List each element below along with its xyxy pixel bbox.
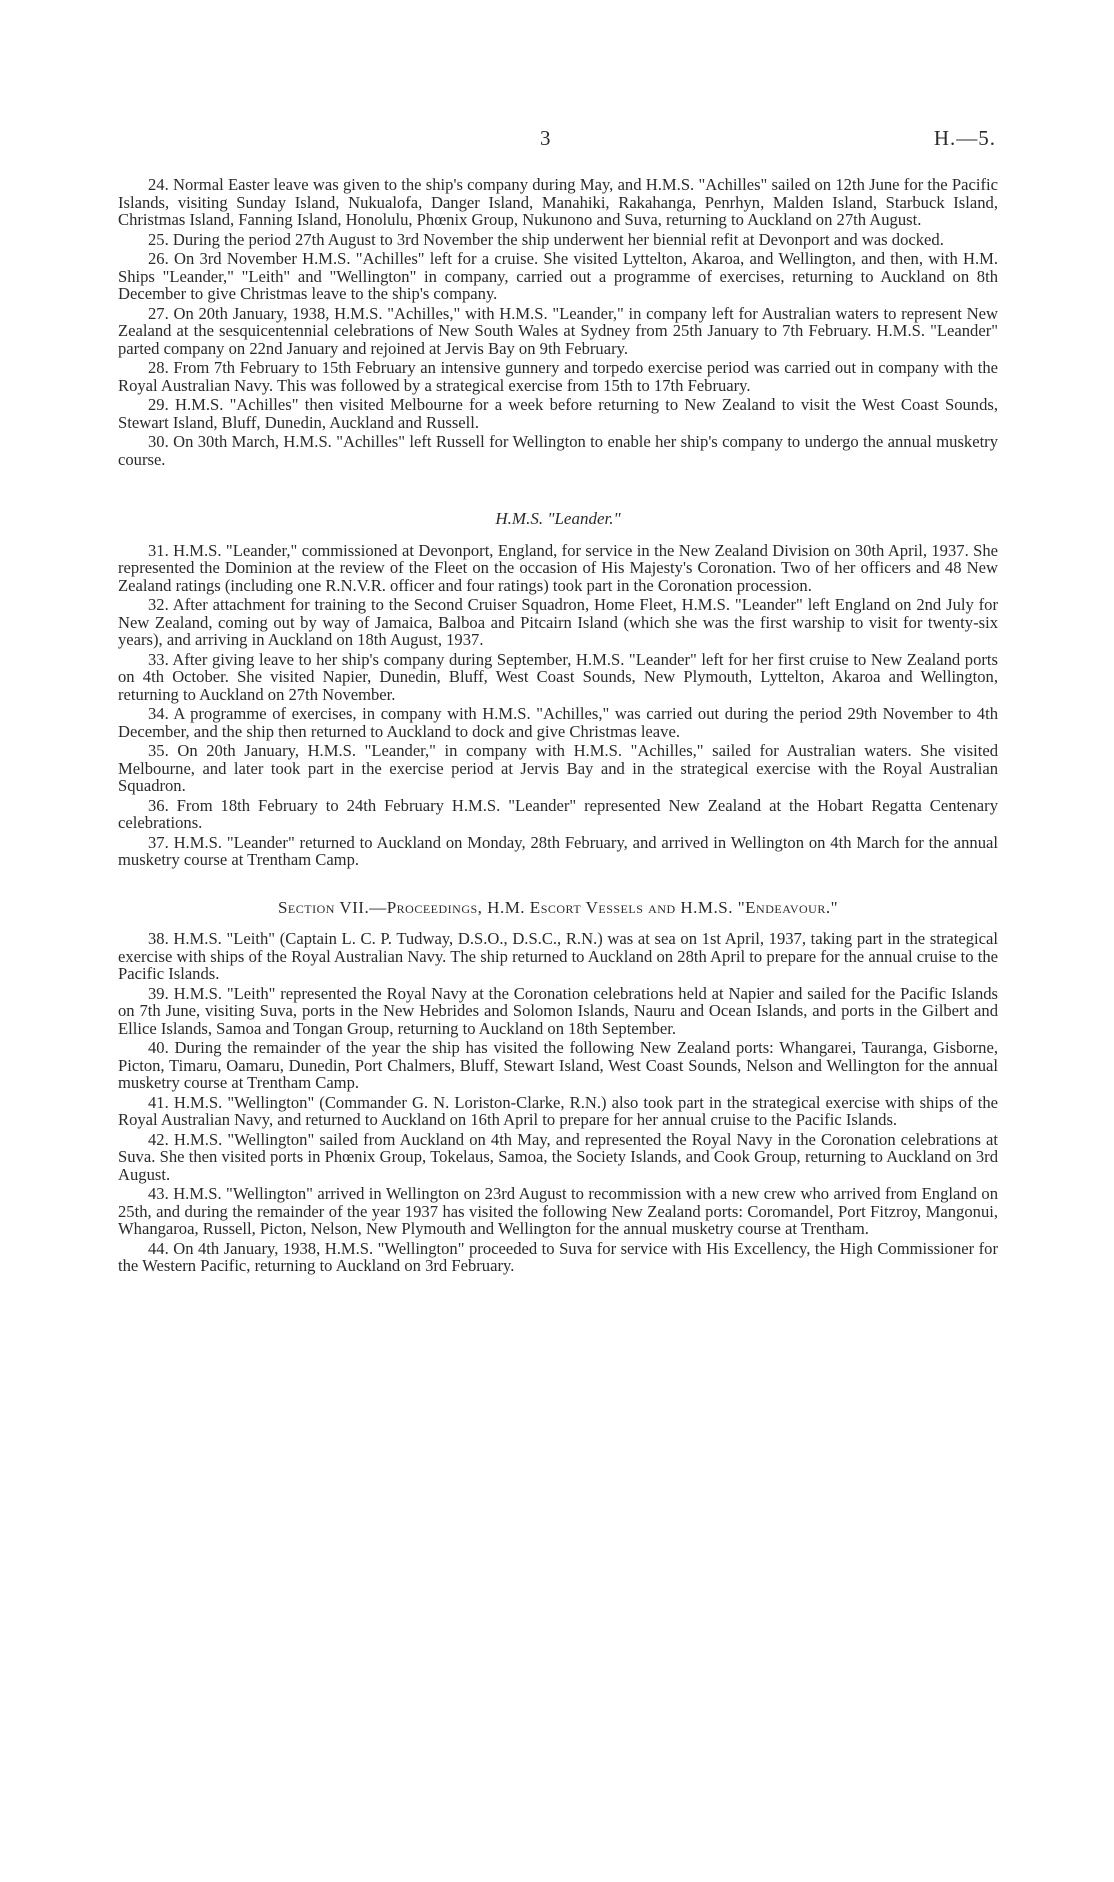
paragraph-33: 33. After giving leave to her ship's company during September, H.M.S. "Leander" left for her first cruise to New Zealand ports on 4th October. She visited Napier, Dunedin, Bluff, West Coast Sounds, New Plymouth, Lyttelton, Akaroa and Wellington, returning to Auckland on 27th November. bbox=[118, 649, 998, 704]
paragraph-26: 26. On 3rd November H.M.S. "Achilles" left for a cruise. She visited Lyttelton, Akaroa, and Wellington, and then, with H.M. Ships "Leander," "Leith" and "Wellington" in company, carried out a programme of exercises, returning to Auckland on 8th December to give Christmas leave to the ship's company. bbox=[118, 249, 998, 303]
paragraph-41: 41. H.M.S. "Wellington" (Commander G. N. Loriston-Clarke, R.N.) also took part in the strategical exercise with ships of the Royal Australian Navy, and returned to Auckland on 16th April to prepare for her annual cruise to the Pacific Islands. bbox=[118, 1092, 998, 1129]
heading-hms-leander: H.M.S. "Leander." bbox=[495, 509, 621, 528]
paragraph-27: 27. On 20th January, 1938, H.M.S. "Achilles," with H.M.S. "Leander," in company left for Australian waters to represent New Zealand at the sesquicentennial celebrations of New South Wales at Sydney from 25th January to 7th February. H.M.S. "Leander" parted company on 22nd January and rejoined at Jervis Bay on 9th February. bbox=[118, 303, 998, 358]
paragraph-31: 31. H.M.S. "Leander," commissioned at Devonport, England, for service in the New Zealand Division on 30th April, 1937. She represented the Dominion at the review of the Fleet on the occasion of His Majesty's Coronation. Two of her officers and 48 New Zealand ratings (including one R.N.V.R. officer and four ratings) took part in the Coronation procession. bbox=[118, 540, 998, 595]
paragraph-32: 32. After attachment for training to the Second Cruiser Squadron, Home Fleet, H.M.S. "Leander" left England on 2nd July for New Zealand, coming out by way of Jamaica, Balboa and Pitcairn Island (which she was the first warship to visit for twenty-six years), and arriving in Auckland on 18th August, 1937. bbox=[118, 595, 998, 649]
page-header bbox=[0, 126, 1114, 156]
paragraph-24: 24. Normal Easter leave was given to the ship's company during May, and H.M.S. "Achilles" sailed on 12th June for the Pacific Islands, visiting Sunday Island, Nukualofa, Danger Island, Manahiki, Rakahanga, Penrhyn, Malden Island, Starbuck Island, Christmas Island, Fanning Island, Honolulu, Phœnix Group, Nukunono and Suva, returning to Auckland on 27th August. bbox=[118, 175, 998, 229]
paragraph-28: 28. From 7th February to 15th February an intensive gunnery and torpedo exercise period was carried out in company with the Royal Australian Navy. This was followed by a strategical exercise from 15th to 17th February. bbox=[118, 358, 998, 395]
paragraph-34: 34. A programme of exercises, in company with H.M.S. "Achilles," was carried out during the period 29th November to 4th December, and the ship then returned to Auckland to dock and give Christmas leave. bbox=[118, 704, 998, 741]
paragraph-40: 40. During the remainder of the year the ship has visited the following New Zealand ports: Whangarei, Tauranga, Gisborne, Picton, Timaru, Oamaru, Dunedin, Port Chalmers, Bluff, Stewart Island, West Coast Sounds, Nelson and Wellington for the annual musketry course at Trentham Camp. bbox=[118, 1038, 998, 1092]
page-number: 3 bbox=[540, 126, 551, 150]
paragraph-36: 36. From 18th February to 24th February H.M.S. "Leander" represented New Zealand at the Hobart Regatta Centenary celebrations. bbox=[118, 795, 998, 832]
document-body bbox=[118, 176, 998, 1277]
paragraph-30: 30. On 30th March, H.M.S. "Achilles" left Russell for Wellington to enable her ship's company to undergo the annual musketry course. bbox=[118, 432, 998, 469]
paragraph-42: 42. H.M.S. "Wellington" sailed from Auckland on 4th May, and represented the Royal Navy in the Coronation celebrations at Suva. She then visited ports in Phœnix Group, Tokelaus, Samoa, the Society Islands, and Cook Group, returning to Auckland on 3rd August. bbox=[118, 1129, 998, 1184]
paragraph-39: 39. H.M.S. "Leith" represented the Royal Navy at the Coronation celebrations held at Napier and sailed for the Pacific Islands on 7th June, visiting Suva, ports in the New Hebrides and Solomon Islands, Nauru and Ocean Islands, and ports in the Gilbert and Ellice Islands, Samoa and Tongan Group, returning to Auckland on 18th September. bbox=[118, 983, 998, 1038]
document-reference: H.—5. bbox=[933, 126, 996, 150]
paragraph-25: 25. During the period 27th August to 3rd November the ship underwent her biennial refit at Devonport and was docked. bbox=[148, 229, 944, 249]
paragraph-43: 43. H.M.S. "Wellington" arrived in Wellington on 23rd August to recommission with a new crew who arrived from England on 25th, and during the remainder of the year 1937 has visited the following New Zealand ports: Coromandel, Port Fitzroy, Mangonui, Whangaroa, Russell, Picton, Nelson, New Plymouth and Wellington for the annual musketry course at Trentham. bbox=[118, 1184, 998, 1238]
paragraph-38: 38. H.M.S. "Leith" (Captain L. C. P. Tudway, D.S.O., D.S.C., R.N.) was at sea on 1st April, 1937, taking part in the strategical exercise with ships of the Royal Australian Navy. The ship returned to Auckland on 28th April to prepare for the annual cruise to the Pacific Islands. bbox=[118, 929, 998, 983]
paragraph-37: 37. H.M.S. "Leander" returned to Auckland on Monday, 28th February, and arrived in Wellington on 4th March for the annual musketry course at Trentham Camp. bbox=[118, 832, 998, 869]
paragraph-29: 29. H.M.S. "Achilles" then visited Melbourne for a week before returning to New Zealand to visit the West Coast Sounds, Stewart Island, Bluff, Dunedin, Auckland and Russell. bbox=[118, 395, 998, 432]
heading-section-vii: Section VII.—Proceedings, H.M. Escort Vessels and H.M.S. "Endeavour." bbox=[277, 897, 839, 917]
paragraph-44: 44. On 4th January, 1938, H.M.S. "Wellington" proceeded to Suva for service with His Excellency, the High Commissioner for the Western Pacific, returning to Auckland on 3rd February. bbox=[118, 1238, 998, 1275]
paragraph-35: 35. On 20th January, H.M.S. "Leander," in company with H.M.S. "Achilles," sailed for Australian waters. She visited Melbourne, and later took part in the exercise period at Jervis Bay and in the strategical exercise with the Royal Australian Squadron. bbox=[118, 741, 998, 795]
